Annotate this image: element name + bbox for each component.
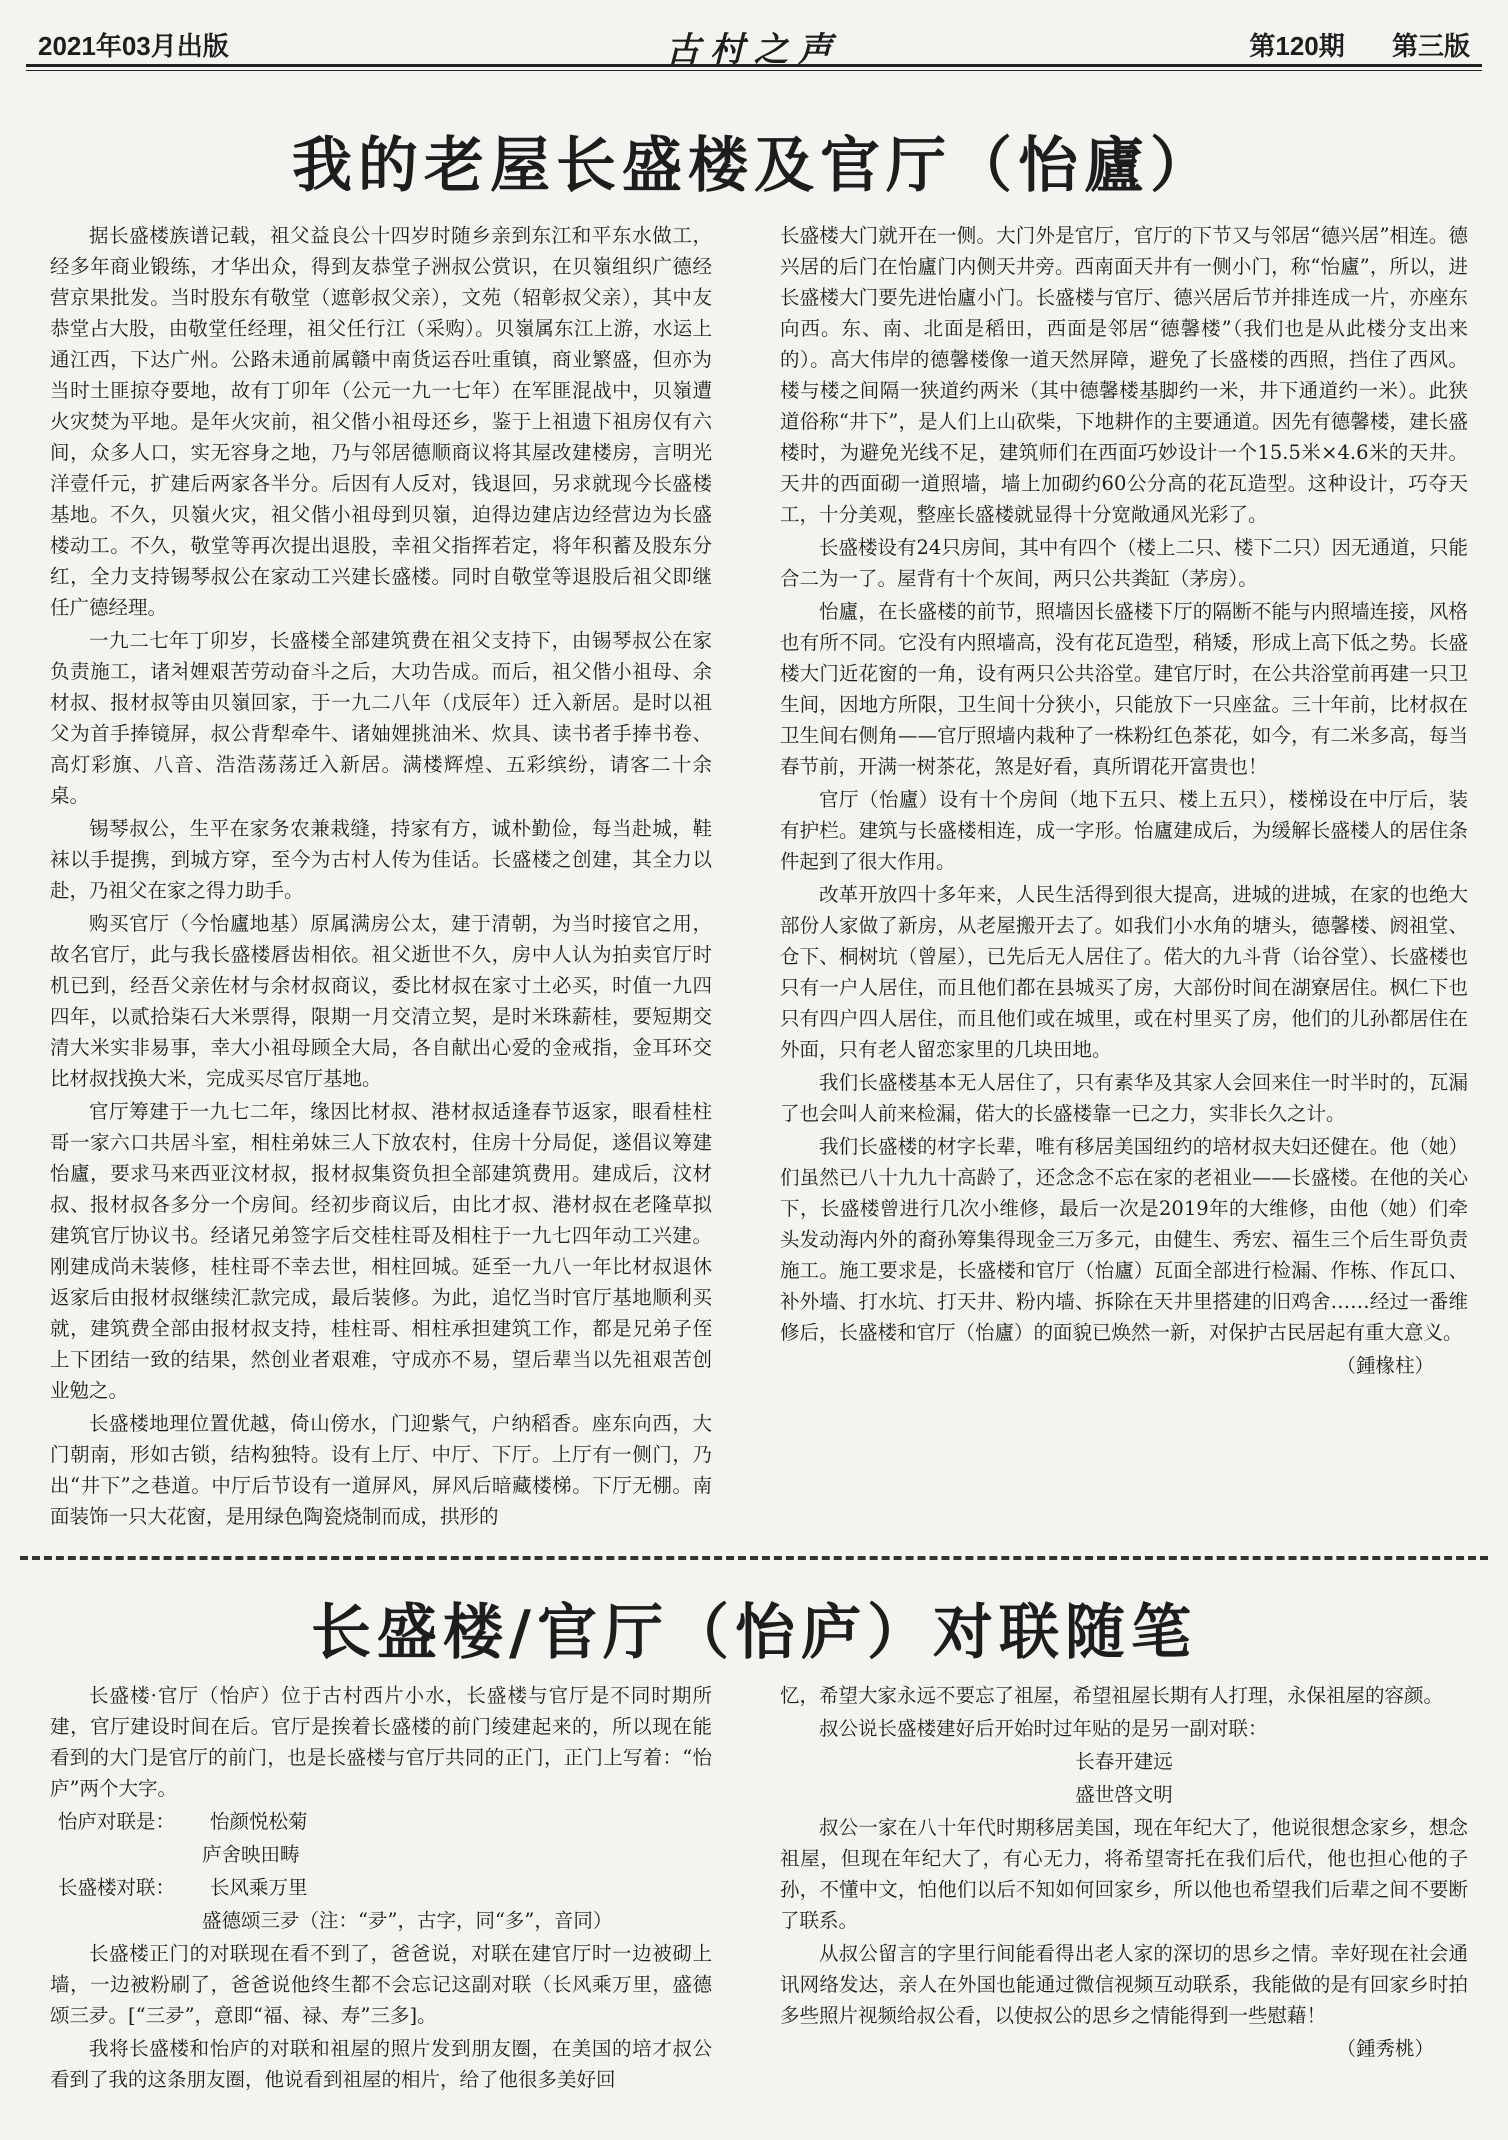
article1-paragraph: 改革开放四十多年来，人民生活得到很大提高，进城的进城，在家的也绝大部份人家做了新房，从老屋搬开去了。如我们小水角的塘头，德馨楼、阏祖堂、仓下、桐树坑（曾屋），已先后无人居住了。偌大的九斗背（诒谷堂）、长盛楼也只有一户人居住，而且他们都在县城买了房，大部份时间在湖寮居住。枫仁下也只有四户四人居住，而且他们或在城里，或在村里买了房，他们的儿孙都居住在外面，只有老人留恋家里的几块田地。 — [780, 883, 1468, 1061]
article2-paragraph: 忆，希望大家永远不要忘了祖屋，希望祖屋长期有人打理，永保祖屋的容颜。 — [780, 1684, 1444, 1707]
article1-column-left — [50, 220, 712, 1540]
issue-info — [1209, 26, 1470, 63]
couplet-label: 长盛楼对联： — [58, 1876, 176, 1899]
publish-date: 2021年03月出版 — [38, 31, 229, 61]
article1-paragraph: 一九二七年丁卯岁，长盛楼全部建筑费在祖父支持下，由锡琴叔公在家负责施工，诸쳐娌艰苦劳动奋斗之后，大功告成。而后，祖父偕小祖母、余材叔、报材叔等由贝嶺回家，于一九二八年（戊辰年）迁入新居。是时以祖父为首手捧镜屏，叔公背犁牵牛、诸妯娌挑油米、炊具、读书者手捧书卷、高灯彩旗、八音、浩浩荡荡迁入新居。满楼辉煌、五彩缤纷，请客二十余桌。 — [50, 629, 712, 807]
article1-paragraph: 据长盛楼族谱记载，祖父益良公十四岁时随乡亲到东江和平东水做工，经多年商业锻练，才华出众，得到友恭堂子洲叔公赏识，在贝嶺组织广德经营京果批发。当时股东有敬堂（遮彰叔父亲），文苑（轺彰叔父亲），其中友恭堂占大股，由敬堂任经理，祖父任行江（采购）。贝嶺属东江上游，水运上通江西，下达广州。公路未通前属赣中南货运吞吐重镇，商业繁盛，但亦为当时土匪掠夺要地，故有丁卯年（公元一九一七年）在军匪混战中，贝嶺遭火灾焚为平地。是年火灾前，祖父偕小祖母还乡，鉴于上祖遗下祖房仅有六间，众多人口，实无容身之地，乃与邻居德顺商议将其屋改建楼房，言明光洋壹仟元，扩建后两家各半分。后因有人反对，钱退回，另求就现今长盛楼基地。不久，贝嶺火灾，祖父偕小祖母到贝嶺，迫得边建店边经营边为长盛楼动工。不久，敬堂等再次提出退股，幸祖父指挥若定，将年积蓄及股东分红，全力支持锡琴叔公在家动工兴建长盛楼。同时自敬堂等退股后祖父即继任广德经理。 — [50, 224, 712, 619]
article1-title: 我的老屋长盛楼及官厅（怡廬） — [292, 131, 1216, 201]
couplet-label: 怡庐对联是： — [58, 1810, 176, 1833]
article2-column-left — [50, 1680, 712, 2091]
article1-paragraph: 长盛楼地理位置优越，倚山傍水，门迎紫气，户纳稻香。座东向西，大门朝南，形如古锁，结构独特。设有上厅、中厅、下厅。上厅有一侧门，乃出“井下”之巷道。中厅后节设有一道屏风，屏风后暗藏楼梯。下厅无棚。南面装饰一只大花窗，是用绿色陶瓷烧制而成，拱形的 — [50, 1412, 712, 1528]
article2-paragraph: 长盛楼·官厅（怡庐）位于古村西片小水，长盛楼与官厅是不同时期所建，官厅建设时间在后。官厅是挨着长盛楼的前门绫建起来的，所以现在能看到的大门是官厅的前门，也是长盛楼与官厅共同的正门，正门上写着：“怡庐”两个大字。 — [50, 1684, 712, 1800]
couplet-block — [50, 1905, 712, 1936]
article1-paragraph: 长盛楼设有24只房间，其中有四个（楼上二只、楼下二只）因无通道，只能合二为一了。屋背有十个灰间，两只公共粪缸（茅房）。 — [780, 536, 1468, 590]
couplet-block — [50, 1872, 712, 1903]
issue-number: 第120期 — [1249, 31, 1345, 61]
couplet-line: 盛世啓文明 — [1075, 1783, 1173, 1806]
couplet-block — [50, 1839, 712, 1870]
couplet-line: 长春开建远 — [1075, 1750, 1173, 1773]
article1-paragraph: 官厅筹建于一九七二年，缘因比材叔、港材叔适逢春节返家，眼看桂柱哥一家六口共居斗室，相柱弟妹三人下放农村，住房十分局促，遂倡议筹建怡廬，要求马来西亚汶材叔，报材叔集资负担全部建筑费用。建成后，汶材叔、报材叔各多分一个房间。经初步商议后，由比才叔、港材叔在老隆草拟建筑官厅协议书。经诸兄弟签字后交桂柱哥及相柱于一九七四年动工兴建。刚建成尚未装修，桂柱哥不幸去世，相柱回城。延至一九八一年比材叔退休返家后由报材叔继续汇款完成，最后装修。为此，追忆当时官厅基地顺利买就，建筑费全部由报材叔支持，桂柱哥、相柱承担建筑工作，都是兄弟子侄上下团结一致的结果，然创业者艰难，守成亦不易，望后辈当以先祖艰苦创业勉之。 — [50, 1100, 712, 1402]
article1-paragraph: 购买官厅（今怡廬地基）原属满房公太，建于清朝，为当时接官之用，故名官厅，此与我长盛楼唇齿相依。祖父逝世不久，房中人认为拍卖官厅时机已到，经吾父亲佐材与余材叔商议，委比材叔在家寸土必买，时值一九四四年，以贰拾柒石大米票得，限期一月交清立契，是时米珠薪桂，要短期交清大米实非易事，幸大小祖母顾全大局，各自献出心爱的金戒指，金耳环交比材叔找换大米，完成买尽官厅基地。 — [50, 912, 712, 1090]
article2-title: 长盛楼/官厅（怡庐）对联随笔 — [311, 1598, 1197, 1668]
article2-column-right — [780, 1680, 1468, 2100]
section-divider — [20, 1556, 1488, 1560]
newspaper-title: 古村之声 — [666, 30, 842, 70]
header-rule-thin — [26, 70, 1482, 71]
header-rule — [26, 64, 1482, 67]
article2-paragraph: 从叔公留言的字里行间能看得出老人家的深切的思乡之情。幸好现在社会通讯网络发达，亲人在外国也能通过微信视频互动联系，我能做的是有回家乡时拍多些照片视频给叔公看，以使叔公的思乡之情能得到一些慰藉！ — [780, 1942, 1468, 2027]
article2-signature: （鍾秀桃） — [1336, 2037, 1434, 2060]
article2-paragraph: 长盛楼正门的对联现在看不到了，爸爸说，对联在建官厅时一边被砌上墙，一边被粉刷了，爸爸说他终生都不会忘记这副对联（长风乘万里，盛德颂三夛。[“三夛”，意即“福、禄、寿”三多]。 — [50, 1942, 712, 2027]
article1-paragraph: 长盛楼大门就开在一侧。大门外是官厅，官厅的下节又与邻居“德兴居”相连。德兴居的后门在怡廬门内侧天井旁。西南面天井有一侧小门，称“怡廬”，所以，进长盛楼大门要先进怡廬小门。长盛楼与官厅、德兴居后节并排连成一片，亦座东向西。东、南、北面是稻田，西面是邻居“德馨楼”（我们也是从此楼分支出来的）。高大伟岸的德馨楼像一道天然屏障，避免了长盛楼的西照，挡住了西风。楼与楼之间隔一狭道约两米（其中德馨楼基脚约一米，井下通道约一米）。此狭道俗称“井下”，是人们上山砍柴，下地耕作的主要通道。因先有德馨楼，建长盛楼时，为避免光线不足，建筑师们在西面巧妙设计一个15.5米×4.6米的天井。天井的西面砌一道照墙，墙上加砌约60公分高的花瓦造型。这种设计，巧夺天工，十分美观，整座长盛楼就显得十分宽敞通风光彩了。 — [780, 224, 1468, 526]
article2-paragraph: 叔公一家在八十年代时期移居美国，现在年纪大了，他说很想念家乡，想念祖屋，但现在年纪大了，有心无力，将希望寄托在我们后代，他也担心他的子孙，不懂中文，怕他们以后不知如何回家乡，所以他也希望我们后辈之间不要断了联系。 — [780, 1816, 1468, 1932]
couplet-line: 盛德颂三夛（注：“夛”，古字，同“多”，音同） — [202, 1909, 613, 1932]
couplet-line: 庐舍映田畴 — [202, 1843, 300, 1866]
article1-paragraph: 官厅（怡廬）设有十个房间（地下五只、楼上五只），楼梯设在中厅后，装有护栏。建筑与长盛楼相连，成一字形。怡廬建成后，为缓解长盛楼人的居住条件起到了很大作用。 — [780, 788, 1468, 873]
article2-paragraph: 我将长盛楼和怡庐的对联和祖屋的照片发到朋友圈，在美国的培才叔公看到了我的这条朋友圈，他说看到祖屋的相片，给了他很多美好回 — [50, 2037, 712, 2091]
article1-signature: （鍾椽柱） — [1336, 1354, 1434, 1377]
article1-paragraph: 锡琴叔公，生平在家务农兼栽缝，持家有方，诚朴勤俭，每当赴城，鞋袜以手提携，到城方穿，至今为古村人传为佳话。长盛楼之创建，其全力以赴，乃祖父在家之得力助手。 — [50, 817, 712, 902]
article1-column-right — [780, 220, 1468, 1540]
article1-paragraph: 我们长盛楼的材字长辈，唯有移居美国纽约的培材叔夫妇还健在。他（她）们虽然已八十九九十高龄了，还念念不忘在家的老祖业——长盛楼。在他的关心下，长盛楼曾进行几次小维修，最后一次是2019年的大维修，由他（她）们牵头发动海内外的裔孙筹集得现金三万多元，由健生、秀宏、福生三个后生哥负责施工。施工要求是，长盛楼和官厅（怡廬）瓦面全部进行检漏、作栋、作瓦口、补外墙、打水坑、打天井、粉内墙、拆除在天井里搭建的旧鸡舍……经过一番维修后，长盛楼和官厅（怡廬）的面貌已焕然一新，对保护古民居起有重大意义。 — [780, 1135, 1468, 1344]
page-header — [26, 22, 1482, 70]
couplet-block — [50, 1806, 712, 1837]
couplet-line: 怡颜悦松菊 — [210, 1810, 308, 1833]
couplet-line: 长风乘万里 — [210, 1876, 308, 1899]
article1-paragraph: 我们长盛楼基本无人居住了，只有素华及其家人会回来住一时半时的，瓦漏了也会叫人前来检漏，偌大的长盛楼靠一已之力，实非长久之计。 — [780, 1071, 1468, 1125]
article2-paragraph: 叔公说长盛楼建好后开始时过年贴的是另一副对联： — [819, 1717, 1268, 1740]
article1-paragraph: 怡廬，在长盛楼的前节，照墙因长盛楼下厅的隔断不能与内照墙连接，风格也有所不同。它没有内照墙高，没有花瓦造型，稍矮，形成上高下低之势。长盛楼大门近花窗的一角，设有两只公共浴堂。建官厅时，在公共浴堂前再建一只卫生间，因地方所限，卫生间十分狭小，只能放下一只座盆。三十年前，比材叔在卫生间右侧角——官厅照墙内栽种了一株粉红色茶花，如今，有二米多高，每当春节前，开满一树茶花，煞是好看，真所谓花开富贵也！ — [780, 600, 1468, 778]
page-number: 第三版 — [1391, 31, 1470, 61]
